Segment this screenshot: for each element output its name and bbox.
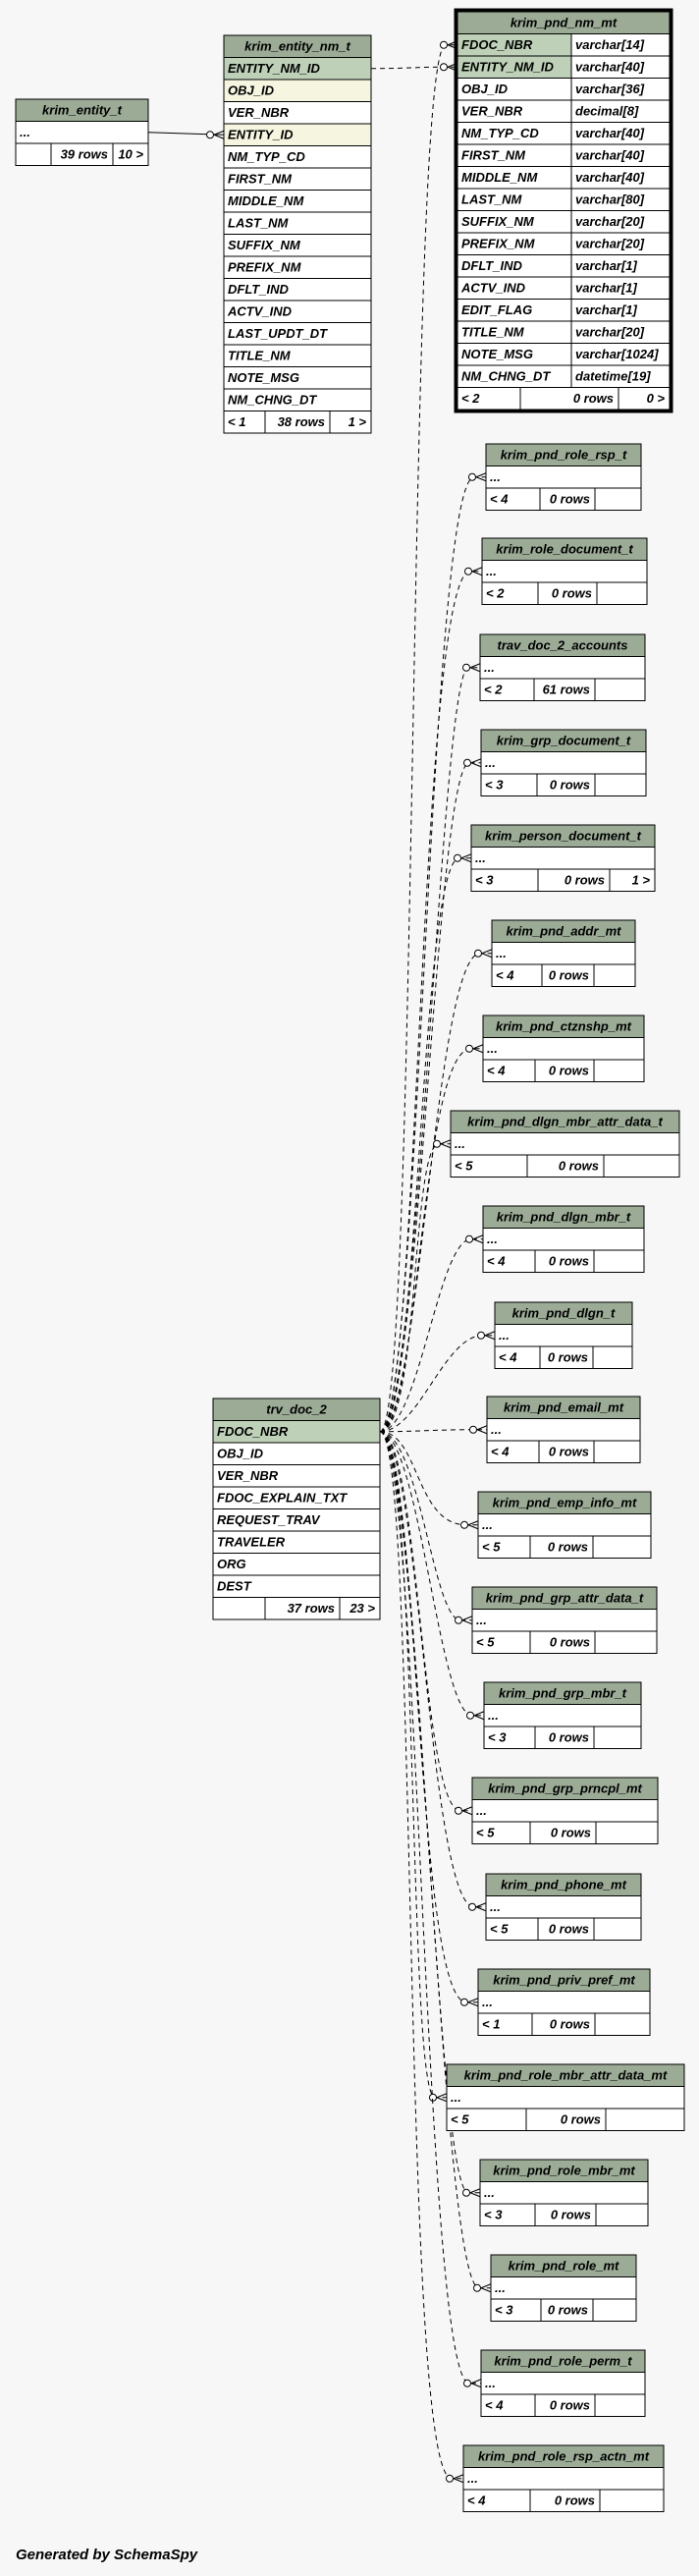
column-name: ENTITY_NM_ID [461, 59, 554, 75]
optional-marker [463, 664, 470, 671]
footer-cell [597, 582, 647, 605]
table-title[interactable]: krim_pnd_role_mbr_mt [493, 2163, 635, 2178]
table-krim-pnd-role-mbr-mt[interactable] [480, 2160, 648, 2226]
table-title[interactable]: krim_person_document_t [485, 828, 641, 844]
column-name: NM_CHNG_DT [228, 392, 317, 408]
row-count: 0 rows [549, 1634, 590, 1650]
column-cell [447, 2087, 684, 2110]
table-krim-pnd-addr-mt[interactable] [492, 920, 635, 987]
column-name: ACTV_IND [228, 303, 293, 319]
column-type: varchar[40] [575, 59, 645, 75]
table-krim-pnd-grp-mbr-t[interactable] [484, 1682, 641, 1749]
footer-cell [594, 1918, 641, 1941]
column-name: OBJ_ID [461, 82, 508, 96]
table-krim-pnd-role-mt[interactable] [491, 2255, 636, 2322]
table-krim-entity-nm-t[interactable] [224, 35, 371, 433]
footer-cell [594, 1250, 644, 1273]
parents-count[interactable]: < 4 [487, 1063, 506, 1078]
optional-marker [461, 1521, 468, 1528]
column-cell [480, 657, 645, 680]
table-title[interactable]: krim_pnd_role_rsp_t [500, 447, 627, 463]
parents-count[interactable]: < 3 [475, 872, 494, 888]
column-name: ... [490, 1899, 501, 1914]
row-count: 0 rows [547, 2302, 588, 2318]
parents-count[interactable]: < 3 [488, 1729, 507, 1745]
table-title[interactable]: krim_pnd_role_mt [508, 2258, 619, 2274]
column-cell [472, 1610, 657, 1632]
parents-count[interactable]: < 4 [499, 1349, 517, 1365]
parents-count[interactable]: < 4 [467, 2493, 486, 2508]
relationship-line [380, 1432, 491, 2288]
table-krim-grp-document-t[interactable] [481, 730, 646, 796]
column-type: varchar[20] [575, 214, 645, 229]
column-name: DFLT_IND [228, 282, 289, 297]
row-count: 39 rows [60, 146, 108, 162]
table-krim-pnd-emp-info-mt[interactable] [478, 1492, 651, 1559]
column-name: DEST [217, 1578, 251, 1594]
column-name: DFLT_IND [461, 258, 522, 273]
optional-marker [466, 1235, 473, 1242]
optional-marker [475, 950, 482, 957]
column-cell [480, 2182, 648, 2205]
children-count[interactable]: 10 > [118, 146, 143, 162]
column-type: varchar[1] [575, 302, 637, 317]
table-krim-pnd-role-rsp-t[interactable] [486, 444, 641, 511]
parents-count[interactable]: < 5 [451, 2111, 469, 2127]
footer-cell [593, 1346, 632, 1369]
table-title[interactable]: krim_pnd_grp_mbr_t [498, 1685, 627, 1701]
column-name: PREFIX_NM [461, 236, 535, 251]
relationship-line [380, 1432, 481, 2384]
children-count[interactable]: 1 > [348, 414, 366, 429]
table-krim-pnd-dlgn-t[interactable] [495, 1302, 632, 1369]
footer-cell [595, 774, 646, 796]
generated-by-footer: Generated by SchemaSpy [16, 2547, 198, 2563]
children-count[interactable]: 1 > [631, 872, 650, 888]
table-title[interactable]: krim_pnd_dlgn_t [511, 1305, 616, 1321]
column-cell [492, 943, 635, 965]
relationship-line [380, 45, 457, 1432]
column-name: LAST_UPDT_DT [228, 326, 328, 341]
table-krim-pnd-role-rsp-actn-mt[interactable] [463, 2445, 664, 2512]
row-count: 0 rows [549, 2016, 590, 2032]
table-title[interactable]: krim_pnd_dlgn_mbr_attr_data_t [467, 1114, 663, 1129]
table-title[interactable]: krim_pnd_dlgn_mbr_t [496, 1209, 631, 1225]
column-name: ... [491, 1422, 502, 1437]
row-count: 0 rows [551, 585, 592, 601]
column-name: EDIT_FLAG [461, 302, 533, 317]
row-count: 0 rows [549, 777, 590, 793]
table-title[interactable]: krim_pnd_addr_mt [506, 923, 621, 939]
footer-cell [594, 1060, 644, 1082]
row-count: 0 rows [548, 1729, 589, 1745]
table-trav-doc-2-accounts[interactable] [480, 634, 645, 701]
parents-count[interactable]: < 1 [228, 414, 246, 429]
optional-marker [469, 473, 476, 480]
column-name: ... [467, 2471, 478, 2486]
parents-count[interactable]: < 4 [487, 1253, 506, 1269]
column-cell [451, 1133, 679, 1156]
column-type: varchar[1] [575, 258, 637, 273]
optional-marker [455, 854, 461, 861]
column-name: VER_NBR [228, 105, 290, 120]
table-krim-pnd-phone-mt[interactable] [486, 1874, 641, 1941]
row-count: 0 rows [548, 1063, 589, 1078]
table-title[interactable]: krim_grp_document_t [496, 733, 631, 748]
optional-marker [470, 1426, 477, 1433]
column-cell [495, 1325, 632, 1347]
parents-count[interactable]: < 5 [490, 1921, 509, 1937]
column-name: ... [484, 2185, 495, 2200]
table-title[interactable]: krim_pnd_grp_prncpl_mt [488, 1781, 642, 1796]
column-cell [486, 1896, 641, 1919]
children-count[interactable]: 23 > [350, 1601, 375, 1616]
optional-marker [456, 1807, 462, 1814]
relationship-line [380, 1432, 472, 1620]
column-name: VER_NBR [217, 1468, 279, 1483]
column-name: ENTITY_NM_ID [228, 61, 320, 76]
row-count: 0 rows [548, 1253, 589, 1269]
table-krim-role-document-t[interactable] [482, 538, 647, 605]
table-title[interactable]: krim_pnd_email_mt [503, 1399, 624, 1415]
column-name: NM_TYP_CD [461, 126, 539, 140]
row-count: 0 rows [572, 391, 614, 406]
row-count: 0 rows [560, 2111, 601, 2127]
column-cell [484, 1705, 641, 1727]
column-cell [16, 122, 148, 144]
column-type: varchar[1] [575, 280, 637, 296]
column-name: ORG [217, 1557, 246, 1571]
table-krim-pnd-grp-prncpl-mt[interactable] [472, 1778, 658, 1844]
column-name: VER_NBR [461, 103, 523, 119]
optional-marker [469, 1903, 476, 1910]
column-name: ... [476, 1803, 487, 1818]
row-count: 0 rows [548, 967, 589, 983]
row-count: 0 rows [554, 2493, 595, 2508]
column-name: NM_CHNG_DT [461, 368, 551, 384]
footer-cell [213, 1598, 265, 1620]
column-name: ... [455, 1136, 465, 1151]
column-name: ... [476, 1613, 487, 1627]
column-name: NOTE_MSG [228, 370, 299, 385]
optional-marker [461, 1999, 468, 2005]
footer-cell [594, 1441, 640, 1463]
column-type: datetime[19] [575, 368, 651, 384]
row-count: 0 rows [558, 1158, 599, 1174]
column-name: ... [484, 660, 495, 675]
row-count: 61 rows [542, 682, 590, 697]
parents-count[interactable]: < 3 [495, 2302, 513, 2318]
table-krim-pnd-ctznshp-mt[interactable] [483, 1015, 644, 1082]
relationship-line [380, 954, 492, 1432]
column-name: ... [490, 469, 501, 484]
table-title[interactable]: krim_pnd_ctznshp_mt [496, 1018, 631, 1034]
column-cell [483, 1229, 644, 1251]
table-trv-doc-2[interactable] [213, 1398, 380, 1619]
column-name: ... [451, 2090, 461, 2105]
column-name: FIRST_NM [461, 147, 525, 163]
column-name: ACTV_IND [461, 280, 526, 296]
row-count: 37 rows [287, 1601, 335, 1616]
table-title[interactable]: krim_pnd_priv_pref_mt [493, 1972, 635, 1988]
table-title[interactable]: trav_doc_2_accounts [497, 637, 628, 653]
footer-cell [594, 1726, 641, 1749]
optional-marker [463, 2189, 470, 2196]
column-type: varchar[14] [575, 37, 645, 52]
optional-marker [466, 1045, 473, 1052]
column-cell [463, 2468, 664, 2491]
parents-count[interactable]: < 3 [484, 2207, 503, 2222]
column-name: ... [20, 125, 30, 139]
column-name: TITLE_NM [228, 348, 291, 363]
column-name: ... [487, 1232, 498, 1246]
column-name: ... [487, 1041, 498, 1056]
column-type: varchar[40] [575, 126, 645, 140]
table-title[interactable]: krim_role_document_t [496, 541, 633, 557]
column-name: ENTITY_ID [228, 127, 294, 142]
column-name: FDOC_NBR [217, 1424, 289, 1439]
column-name: ... [488, 1708, 499, 1723]
table-krim-pnd-role-mbr-attr-data-mt[interactable] [447, 2064, 684, 2131]
column-name: PREFIX_NM [228, 259, 301, 275]
table-krim-entity-t[interactable] [16, 99, 148, 166]
optional-marker [447, 2475, 454, 2482]
column-cell [481, 2373, 645, 2395]
footer-cell [593, 2299, 636, 2322]
row-count: 0 rows [547, 1539, 588, 1555]
column-name: ... [485, 755, 496, 770]
column-cell [491, 2277, 636, 2300]
optional-marker [441, 41, 448, 48]
column-cell [471, 848, 655, 870]
optional-marker [474, 2284, 481, 2291]
parents-count[interactable]: < 2 [461, 391, 480, 406]
column-name: LAST_NM [228, 215, 289, 231]
column-type: decimal[8] [575, 103, 639, 119]
parents-count[interactable]: < 5 [455, 1158, 473, 1174]
column-name: ... [499, 1328, 510, 1343]
footer-cell [593, 1536, 651, 1559]
parents-count[interactable]: < 2 [486, 585, 505, 601]
parents-count[interactable]: < 4 [485, 2397, 504, 2413]
relationship-line [380, 668, 480, 1432]
column-name: NM_TYP_CD [228, 149, 305, 164]
row-count: 0 rows [550, 2207, 591, 2222]
table-title[interactable]: krim_entity_nm_t [244, 38, 350, 54]
row-count: 0 rows [549, 2397, 590, 2413]
relationship-line [380, 763, 481, 1432]
footer-cell [596, 1822, 658, 1844]
column-cell [486, 466, 641, 489]
column-name: LAST_NM [461, 192, 522, 207]
table-title[interactable]: krim_pnd_role_perm_t [494, 2353, 632, 2369]
footer-cell [594, 964, 635, 987]
table-title[interactable]: krim_pnd_role_mbr_attr_data_mt [463, 2067, 668, 2083]
footer-cell [595, 2394, 645, 2417]
parents-count[interactable]: < 4 [491, 1444, 510, 1459]
table-krim-pnd-nm-mt[interactable] [456, 10, 672, 411]
column-name: MIDDLE_NM [461, 170, 538, 185]
footer-cell [16, 143, 51, 166]
table-title[interactable]: krim_pnd_phone_mt [501, 1877, 626, 1892]
table-krim-pnd-role-perm-t[interactable] [481, 2350, 645, 2417]
column-name: OBJ_ID [228, 82, 274, 98]
footer-cell [595, 2013, 650, 2036]
column-name: FIRST_NM [228, 171, 292, 187]
tables [16, 10, 684, 2512]
column-name: SUFFIX_NM [461, 214, 534, 229]
parents-count[interactable]: < 5 [476, 1825, 495, 1840]
parents-count[interactable]: < 4 [490, 491, 509, 507]
optional-marker [207, 132, 214, 138]
column-name: FDOC_NBR [461, 37, 533, 52]
table-krim-pnd-grp-attr-data-t[interactable] [472, 1587, 657, 1654]
table-krim-pnd-email-mt[interactable] [487, 1397, 640, 1463]
footer-cell [600, 2490, 664, 2512]
relationship-line [380, 1432, 447, 2098]
row-count: 0 rows [547, 1349, 588, 1365]
row-count: 0 rows [548, 1444, 589, 1459]
relationship-line [380, 477, 486, 1432]
optional-marker [464, 2380, 471, 2386]
table-title[interactable]: krim_entity_t [42, 102, 122, 118]
column-name: REQUEST_TRAV [217, 1512, 320, 1527]
column-cell [472, 1800, 658, 1823]
footer-cell [595, 679, 645, 701]
optional-marker [464, 759, 471, 766]
table-title[interactable]: krim_pnd_nm_mt [510, 15, 618, 30]
table-title[interactable]: krim_pnd_grp_attr_data_t [485, 1590, 644, 1606]
column-cell [483, 1038, 644, 1061]
column-cell [487, 1419, 640, 1442]
row-count: 0 rows [550, 1825, 591, 1840]
column-name: ... [496, 946, 507, 960]
column-name: TITLE_NM [461, 324, 524, 340]
row-count: 0 rows [564, 872, 605, 888]
footer-cell [595, 488, 641, 511]
column-name: ... [482, 1995, 493, 2009]
column-cell [478, 1992, 650, 2014]
table-krim-person-document-t[interactable] [471, 825, 655, 892]
column-type: varchar[20] [575, 236, 645, 251]
parents-count[interactable]: < 1 [482, 2016, 501, 2032]
row-count: 0 rows [549, 491, 590, 507]
relationship-line [380, 1336, 495, 1432]
column-cell [478, 1514, 651, 1537]
column-name: ... [475, 850, 486, 865]
column-name: TRAVELER [217, 1534, 286, 1550]
column-type: varchar[80] [575, 192, 645, 207]
column-name: NOTE_MSG [461, 347, 533, 361]
parents-count[interactable]: < 3 [485, 777, 504, 793]
footer-cell [606, 2109, 684, 2131]
column-name: MIDDLE_NM [228, 193, 304, 208]
column-type: varchar[36] [575, 82, 645, 96]
optional-marker [434, 1140, 441, 1147]
column-name: ... [482, 1517, 493, 1532]
row-count: 38 rows [277, 414, 325, 429]
optional-marker [456, 1617, 462, 1623]
table-title[interactable]: trv_doc_2 [266, 1401, 327, 1417]
column-name: ... [495, 2280, 506, 2295]
parents-count[interactable]: < 4 [496, 967, 514, 983]
footer-cell [596, 2204, 648, 2226]
optional-marker [441, 64, 448, 71]
column-type: varchar[40] [575, 170, 645, 185]
column-type: varchar[20] [575, 324, 645, 340]
table-krim-pnd-dlgn-mbr-t[interactable] [483, 1206, 644, 1273]
footer-cell [604, 1155, 679, 1178]
optional-marker [465, 568, 472, 575]
parents-count[interactable]: < 5 [476, 1634, 495, 1650]
table-title[interactable]: krim_pnd_emp_info_mt [492, 1495, 637, 1510]
optional-marker [478, 1332, 485, 1339]
footer-cell [595, 1631, 657, 1654]
table-title[interactable]: krim_pnd_role_rsp_actn_mt [477, 2448, 650, 2464]
column-name: FDOC_EXPLAIN_TXT [217, 1490, 348, 1506]
row-count: 0 rows [548, 1921, 589, 1937]
relationship-line [380, 1432, 478, 2002]
relationship-line [380, 1432, 486, 1907]
column-type: varchar[1024] [575, 347, 659, 361]
table-krim-pnd-priv-pref-mt[interactable] [478, 1969, 650, 2036]
column-cell [482, 561, 647, 583]
column-name: ... [485, 2376, 496, 2390]
column-type: varchar[40] [575, 147, 645, 163]
table-krim-pnd-dlgn-mbr-attr-data-t[interactable] [451, 1111, 679, 1178]
column-name: OBJ_ID [217, 1446, 263, 1461]
parents-count[interactable]: < 5 [482, 1539, 501, 1555]
children-count[interactable]: 0 > [646, 391, 665, 406]
column-cell [481, 752, 646, 775]
column-name: SUFFIX_NM [228, 238, 300, 252]
column-name: ... [486, 564, 497, 578]
optional-marker [467, 1712, 474, 1719]
parents-count[interactable]: < 2 [484, 682, 503, 697]
